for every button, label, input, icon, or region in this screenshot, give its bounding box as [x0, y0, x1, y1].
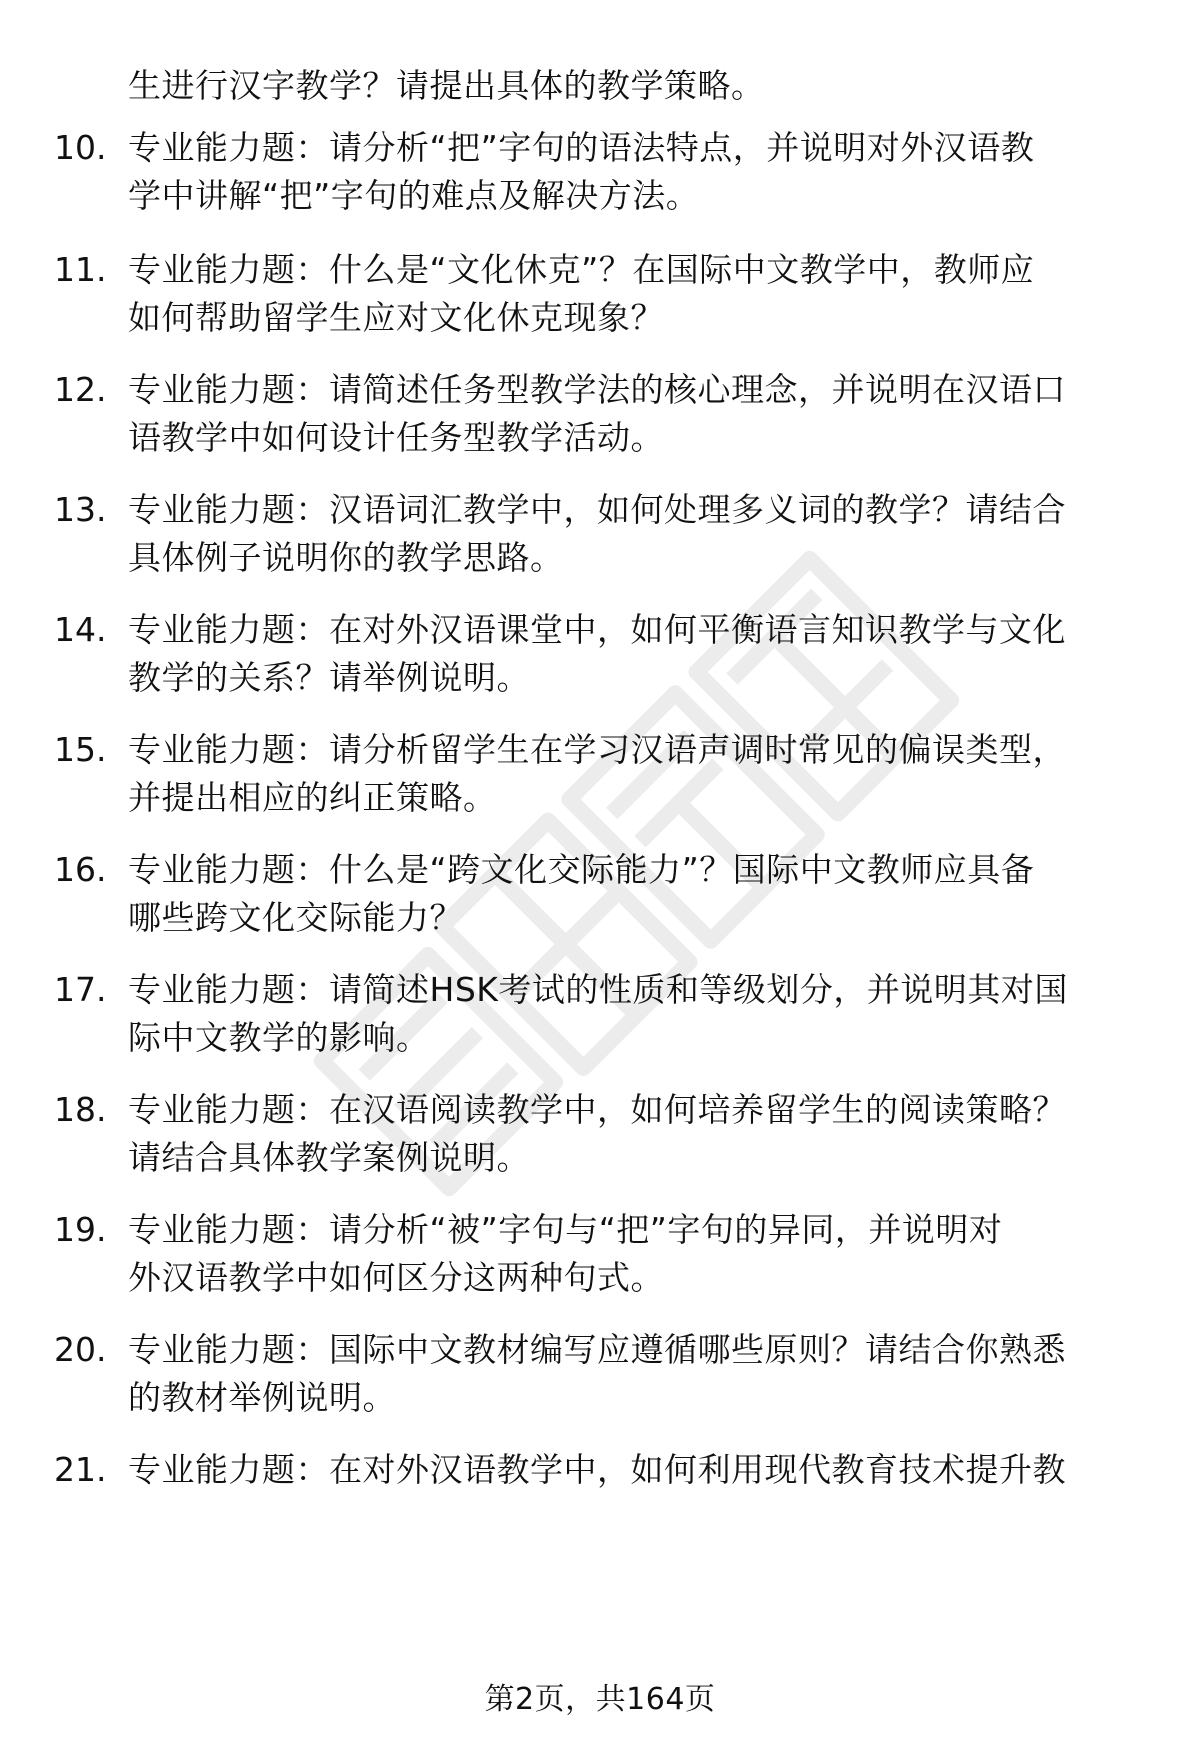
question-text: 专业能力题：在对外汉语课堂中，如何平衡语言知识教学与文化 教学的关系？请举例说明。	[128, 610, 1066, 697]
question-number: 20.	[54, 1330, 107, 1369]
question-text: 专业能力题：汉语词汇教学中，如何处理多义词的教学？请结合 具体例子说明你的教学思路。	[128, 490, 1066, 577]
question-number: 19.	[54, 1210, 107, 1249]
page-footer: 第2页，共164页	[484, 1682, 716, 1717]
question-number: 13.	[54, 490, 107, 529]
question-number: 14.	[54, 610, 107, 649]
question-number: 11.	[54, 250, 107, 289]
question-text: 专业能力题：国际中文教材编写应遵循哪些原则？请结合你熟悉 的教材举例说明。	[128, 1330, 1066, 1417]
question-number: 15.	[54, 730, 107, 769]
question-number: 12.	[54, 370, 107, 409]
question-text: 专业能力题：请简述任务型教学法的核心理念，并说明在汉语口 语教学中如何设计任务型教学活动。	[128, 370, 1066, 457]
question-number: 21.	[54, 1450, 107, 1489]
question-number: 18.	[54, 1090, 107, 1129]
question-text: 专业能力题：在汉语阅读教学中，如何培养留学生的阅读策略？ 请结合具体教学案例说明。	[128, 1090, 1066, 1177]
question-number: 17.	[54, 970, 107, 1009]
question-text: 专业能力题：在对外汉语教学中，如何利用现代教育技术提升教	[128, 1450, 1066, 1489]
question-number: 16.	[54, 850, 107, 889]
question-text: 专业能力题：什么是“跨文化交际能力”？国际中文教师应具备 哪些跨文化交际能力？	[128, 850, 1035, 937]
question-text: 专业能力题：请分析留学生在学习汉语声调时常见的偏误类型， 并提出相应的纠正策略。	[128, 730, 1066, 817]
continued-question-line: 生进行汉字教学？请提出具体的教学策略。	[128, 66, 765, 105]
question-number: 10.	[54, 128, 107, 167]
question-text: 专业能力题：请分析“被”字句与“把”字句的异同，并说明对 外汉语教学中如何区分这两种句式。	[128, 1210, 1003, 1297]
question-text: 专业能力题：请分析“把”字句的语法特点，并说明对外汉语教 学中讲解“把”字句的难点及解决方法。	[128, 128, 1035, 215]
question-text: 专业能力题：请简述HSK考试的性质和等级划分，并说明其对国 际中文教学的影响。	[128, 970, 1068, 1057]
question-text: 专业能力题：什么是“文化休克”？在国际中文教学中，教师应 如何帮助留学生应对文化休克现象？	[128, 250, 1035, 337]
